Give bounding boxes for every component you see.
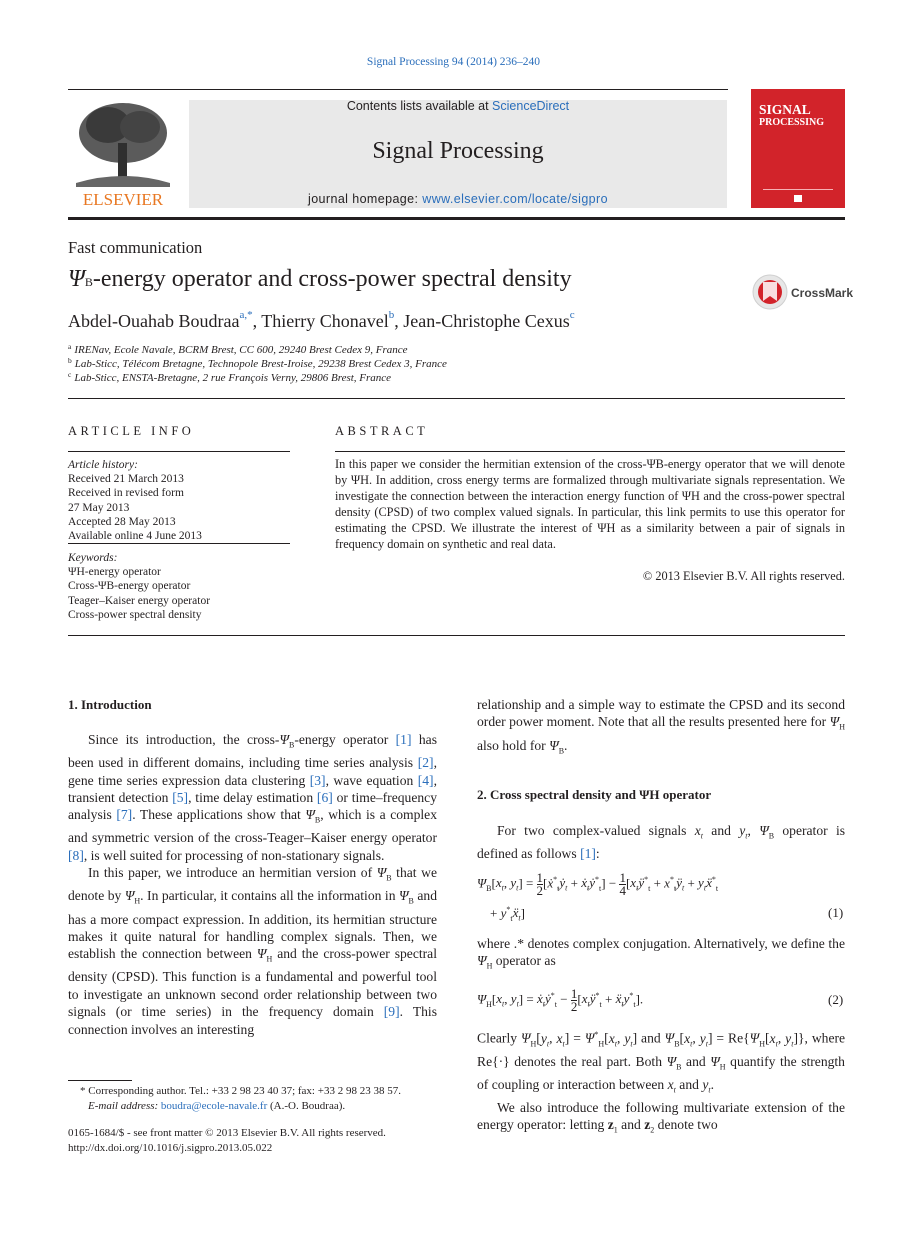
ref-link[interactable]: [8] <box>68 847 84 863</box>
header-rule <box>68 89 728 90</box>
keywords <box>68 551 210 622</box>
cover-title-line-1: SIGNAL <box>759 102 811 117</box>
affiliation-b <box>68 356 447 370</box>
affiliation-a <box>68 342 408 356</box>
author-1-name[interactable]: Abdel-Ouahab Boudraa <box>68 311 240 331</box>
journal-cover[interactable] <box>751 89 845 208</box>
sec2-intro-text <box>477 822 845 863</box>
left-column-text <box>68 731 437 1038</box>
abstract-rule <box>335 451 845 452</box>
abstract-text: In this paper we consider the hermitian extension of the cross-ΨB-energy operator that we will denote by ΨH. In addition, cross energy terms are formalized through multivariate signals representation. We investigate the connection between the interaction energy function of ΨH and the cross-power spectral density (CPSD) of two complex valued signals. In particular, this link permits to use this operator for estimating the CPSD. We illustrate the interest of ΨH as a similarity between a pair of signals in frequency domain on synthetic and real data. <box>335 457 845 551</box>
sec2-paragraph-2: where .* denotes complex conjugation. Alternatively, we define the $\Psi_H$ operator as <box>477 936 845 972</box>
article-type: Fast communication <box>68 238 203 257</box>
sec2-text-3 <box>477 1026 845 1139</box>
right-column-top-text <box>477 696 845 760</box>
keyword-item: Cross-ΨB-energy operator <box>68 580 191 593</box>
cover-rule <box>763 189 833 190</box>
equation-2-number: (2) <box>828 992 844 1007</box>
elsevier-wordmark: ELSEVIER <box>82 190 164 209</box>
cover-publisher-mark <box>794 195 802 202</box>
sec2-text-2 <box>477 935 845 976</box>
affiliation-mark: c <box>68 370 72 379</box>
elsevier-logo[interactable] <box>68 97 178 207</box>
email-suffix: (A.-O. Boudraa). <box>267 1100 346 1112</box>
author-2-sup[interactable]: b <box>388 309 395 321</box>
crossmark-badge[interactable] <box>752 272 854 312</box>
author-2-name[interactable]: Thierry Chonavel <box>261 311 389 331</box>
issn-line: 0165-1684/$ - see front matter © 2013 Elsevier B.V. All rights reserved. <box>68 1127 386 1139</box>
ref-link[interactable]: [3] <box>309 772 326 788</box>
ref-link[interactable]: [2] <box>417 755 434 771</box>
article-info-heading: ARTICLE INFO <box>68 424 195 438</box>
section-1-heading: 1. Introduction <box>68 697 152 712</box>
ref-link[interactable]: [1] <box>580 846 596 862</box>
equation-2: $\Psi_H[x_t$, $y_t$] = ẋ$_t$ẏ*$_t$ − $\frac{1}{2}$ [$x_tÿ^*_t$ + $ẍ_ty^*_t$]. <box>477 986 644 1014</box>
affiliation-mark: a <box>68 342 72 351</box>
keywords-heading: Keywords: <box>68 552 118 564</box>
abstract-heading: ABSTRACT <box>335 424 429 438</box>
author-list: Abdel-Ouahab Boudraa$^{a,*}$, Thierry Chonavel$^b$, Jean-Christophe Cexus$^c$ <box>68 309 575 331</box>
sec2-paragraph-1: For two complex-valued signals $x_t$ and $y_t$, $\Psi_B$ operator is defined as follows [1]: <box>477 823 846 862</box>
keyword-item: Teager–Kaiser energy operator <box>68 594 211 607</box>
journal-citation[interactable]: Signal Processing 94 (2014) 236–240 <box>366 56 541 68</box>
author-3-name[interactable]: Jean-Christophe Cexus <box>403 311 570 331</box>
affiliation-text: Lab-Sticc, Télécom Bretagne, Technopole Brest-Iroise, 29238 Brest Cedex 3, France <box>74 358 447 370</box>
homepage-line <box>189 192 727 206</box>
footnote <box>68 1084 401 1114</box>
homepage-link[interactable]: www.elsevier.com/locate/sigpro <box>422 192 608 206</box>
keyword-item: Cross-power spectral density <box>68 608 202 621</box>
ref-link[interactable]: [4] <box>417 772 434 788</box>
sec2-paragraph-4: We also introduce the following multivariate extension of the energy operator: letting $z_1$ and $z_2$ denote two <box>477 1099 845 1136</box>
author-1-sup[interactable]: a,* <box>239 309 253 321</box>
intro-paragraph-1: Since its introduction, the cross-$\Psi_B$-energy operator [1] has been used in different domains, including time series analysis [2], gene time series expression data clustering [3], wave equation [4], transient detection [5], time delay estimation [6] or time–frequency analysis [7]. These applications show that $\Psi_B$, which is a complex and symmetric version of the cross-Teager–Kaiser energy operator [8], is well suited for processing of non-stationary signals. <box>68 732 438 863</box>
contents-prefix: Contents lists available at <box>346 99 493 113</box>
crossmark-label: CrossMark <box>791 286 854 300</box>
email-label: E-mail address: <box>88 1100 161 1112</box>
sciencedirect-link[interactable]: ScienceDirect <box>492 99 570 113</box>
abstract-copyright: © 2013 Elsevier B.V. All rights reserved. <box>642 569 845 583</box>
ref-link[interactable]: [6] <box>316 789 333 805</box>
ref-link[interactable]: [1] <box>395 732 412 747</box>
article-history <box>68 458 202 543</box>
keyword-item: ΨH-energy operator <box>68 566 161 579</box>
affiliation-mark: b <box>68 356 72 365</box>
ref-link[interactable]: [9] <box>383 1004 400 1020</box>
affiliation-text: IRENav, Ecole Navale, BCRM Brest, CC 600, 29240 Brest Cedex 9, France <box>74 344 408 356</box>
email-line <box>68 1099 401 1114</box>
equation-1-line-2: + $y^*_tẍ_t$] <box>490 905 525 923</box>
article-title <box>68 266 572 293</box>
journal-title: Signal Processing <box>372 138 544 164</box>
footnote-rule <box>68 1080 132 1081</box>
history-item: Received 21 March 2013 <box>68 473 184 486</box>
ref-link[interactable]: [7] <box>116 807 133 823</box>
front-matter-info <box>68 1126 386 1156</box>
sec2-paragraph-3: Clearly $\Psi_H[y_t$, $x_t] = \Psi^*_H[x_t$, $y_t$] and $\Psi_B[x_t$, $y_t] = Re\{\Psi_H[x_t$, $y_t$]}, where Re{·} denotes the real part. Both $\Psi_B$ and $\Psi_H$ quantify the strength of coupling or interaction between $x_t$ and $y_t$. <box>477 1030 846 1095</box>
title-block-rule <box>68 398 845 399</box>
history-item: 27 May 2013 <box>68 501 130 514</box>
homepage-prefix: journal homepage: <box>308 192 423 206</box>
doi-link[interactable]: http://dx.doi.org/10.1016/j.sigpro.2013.05.022 <box>68 1142 273 1154</box>
section-2-heading: 2. Cross spectral density and ΨH operator <box>477 787 712 802</box>
affiliation-text: Lab-Sticc, ENSTA-Bretagne, 2 rue François Verny, 29806 Brest, France <box>74 372 392 384</box>
title-text: -energy operator and cross-power spectral density <box>92 266 572 292</box>
history-item: Available online 4 June 2013 <box>68 530 202 543</box>
history-heading: Article history: <box>68 459 138 471</box>
history-rule <box>68 543 290 544</box>
equation-1-line-1: $\Psi_B[x_t$, $y_t$] = $\frac{1}{2}$ [ẋ*$_t$ẏ$_t$ + ẋ$_t$ẏ*$_t$] − $\frac{1}{4}$ [$x_tÿ^*_t$ + $x^*_tÿ_t$ + $y_tẍ^*_t$ <box>477 870 719 898</box>
intro-paragraph-2: In this paper, we introduce an hermitian version of $\Psi_B$ that we denote by $\Psi_H$. In particular, it contains all the information in $\Psi_B$ and has a more compact expression. In addition, its hermitian structure makes it quite natural for handling complex signals. Then, we establish the connection between $\Psi_H$ and the cross-power spectral density (CPSD). This function is a fundamental and powerful tool to investigate an unknown second order relationship between two signals (or time series) in the frequency domain [9]. This connection involves an interesting <box>68 865 438 1037</box>
history-item: Received in revised form <box>68 487 184 500</box>
equation-1-number: (1) <box>828 905 844 920</box>
article-info-rule <box>68 451 290 452</box>
title-psi-subscript: B <box>84 275 93 289</box>
author-3-sup[interactable]: c <box>569 309 575 321</box>
contents-line <box>189 99 727 113</box>
front-matter-rule <box>68 635 845 636</box>
cover-title <box>759 103 824 129</box>
email-link[interactable]: boudra@ecole-navale.fr <box>160 1100 268 1112</box>
title-psi-symbol: Ψ <box>68 266 85 292</box>
history-item: Accepted 28 May 2013 <box>68 515 176 528</box>
cover-title-line-2: PROCESSING <box>759 117 825 128</box>
affiliation-c <box>68 370 391 384</box>
intro-paragraph-2-cont: relationship and a simple way to estimate the CPSD and its second order power moment. Note that all the results presented here for $\Psi_H$ also hold for $\Psi_B$. <box>477 697 845 756</box>
ref-link[interactable]: [5] <box>172 789 189 805</box>
header-thick-rule <box>68 217 845 220</box>
corresponding-author-note: * Corresponding author. Tel.: +33 2 98 23 40 37; fax: +33 2 98 23 38 57. <box>80 1085 401 1097</box>
